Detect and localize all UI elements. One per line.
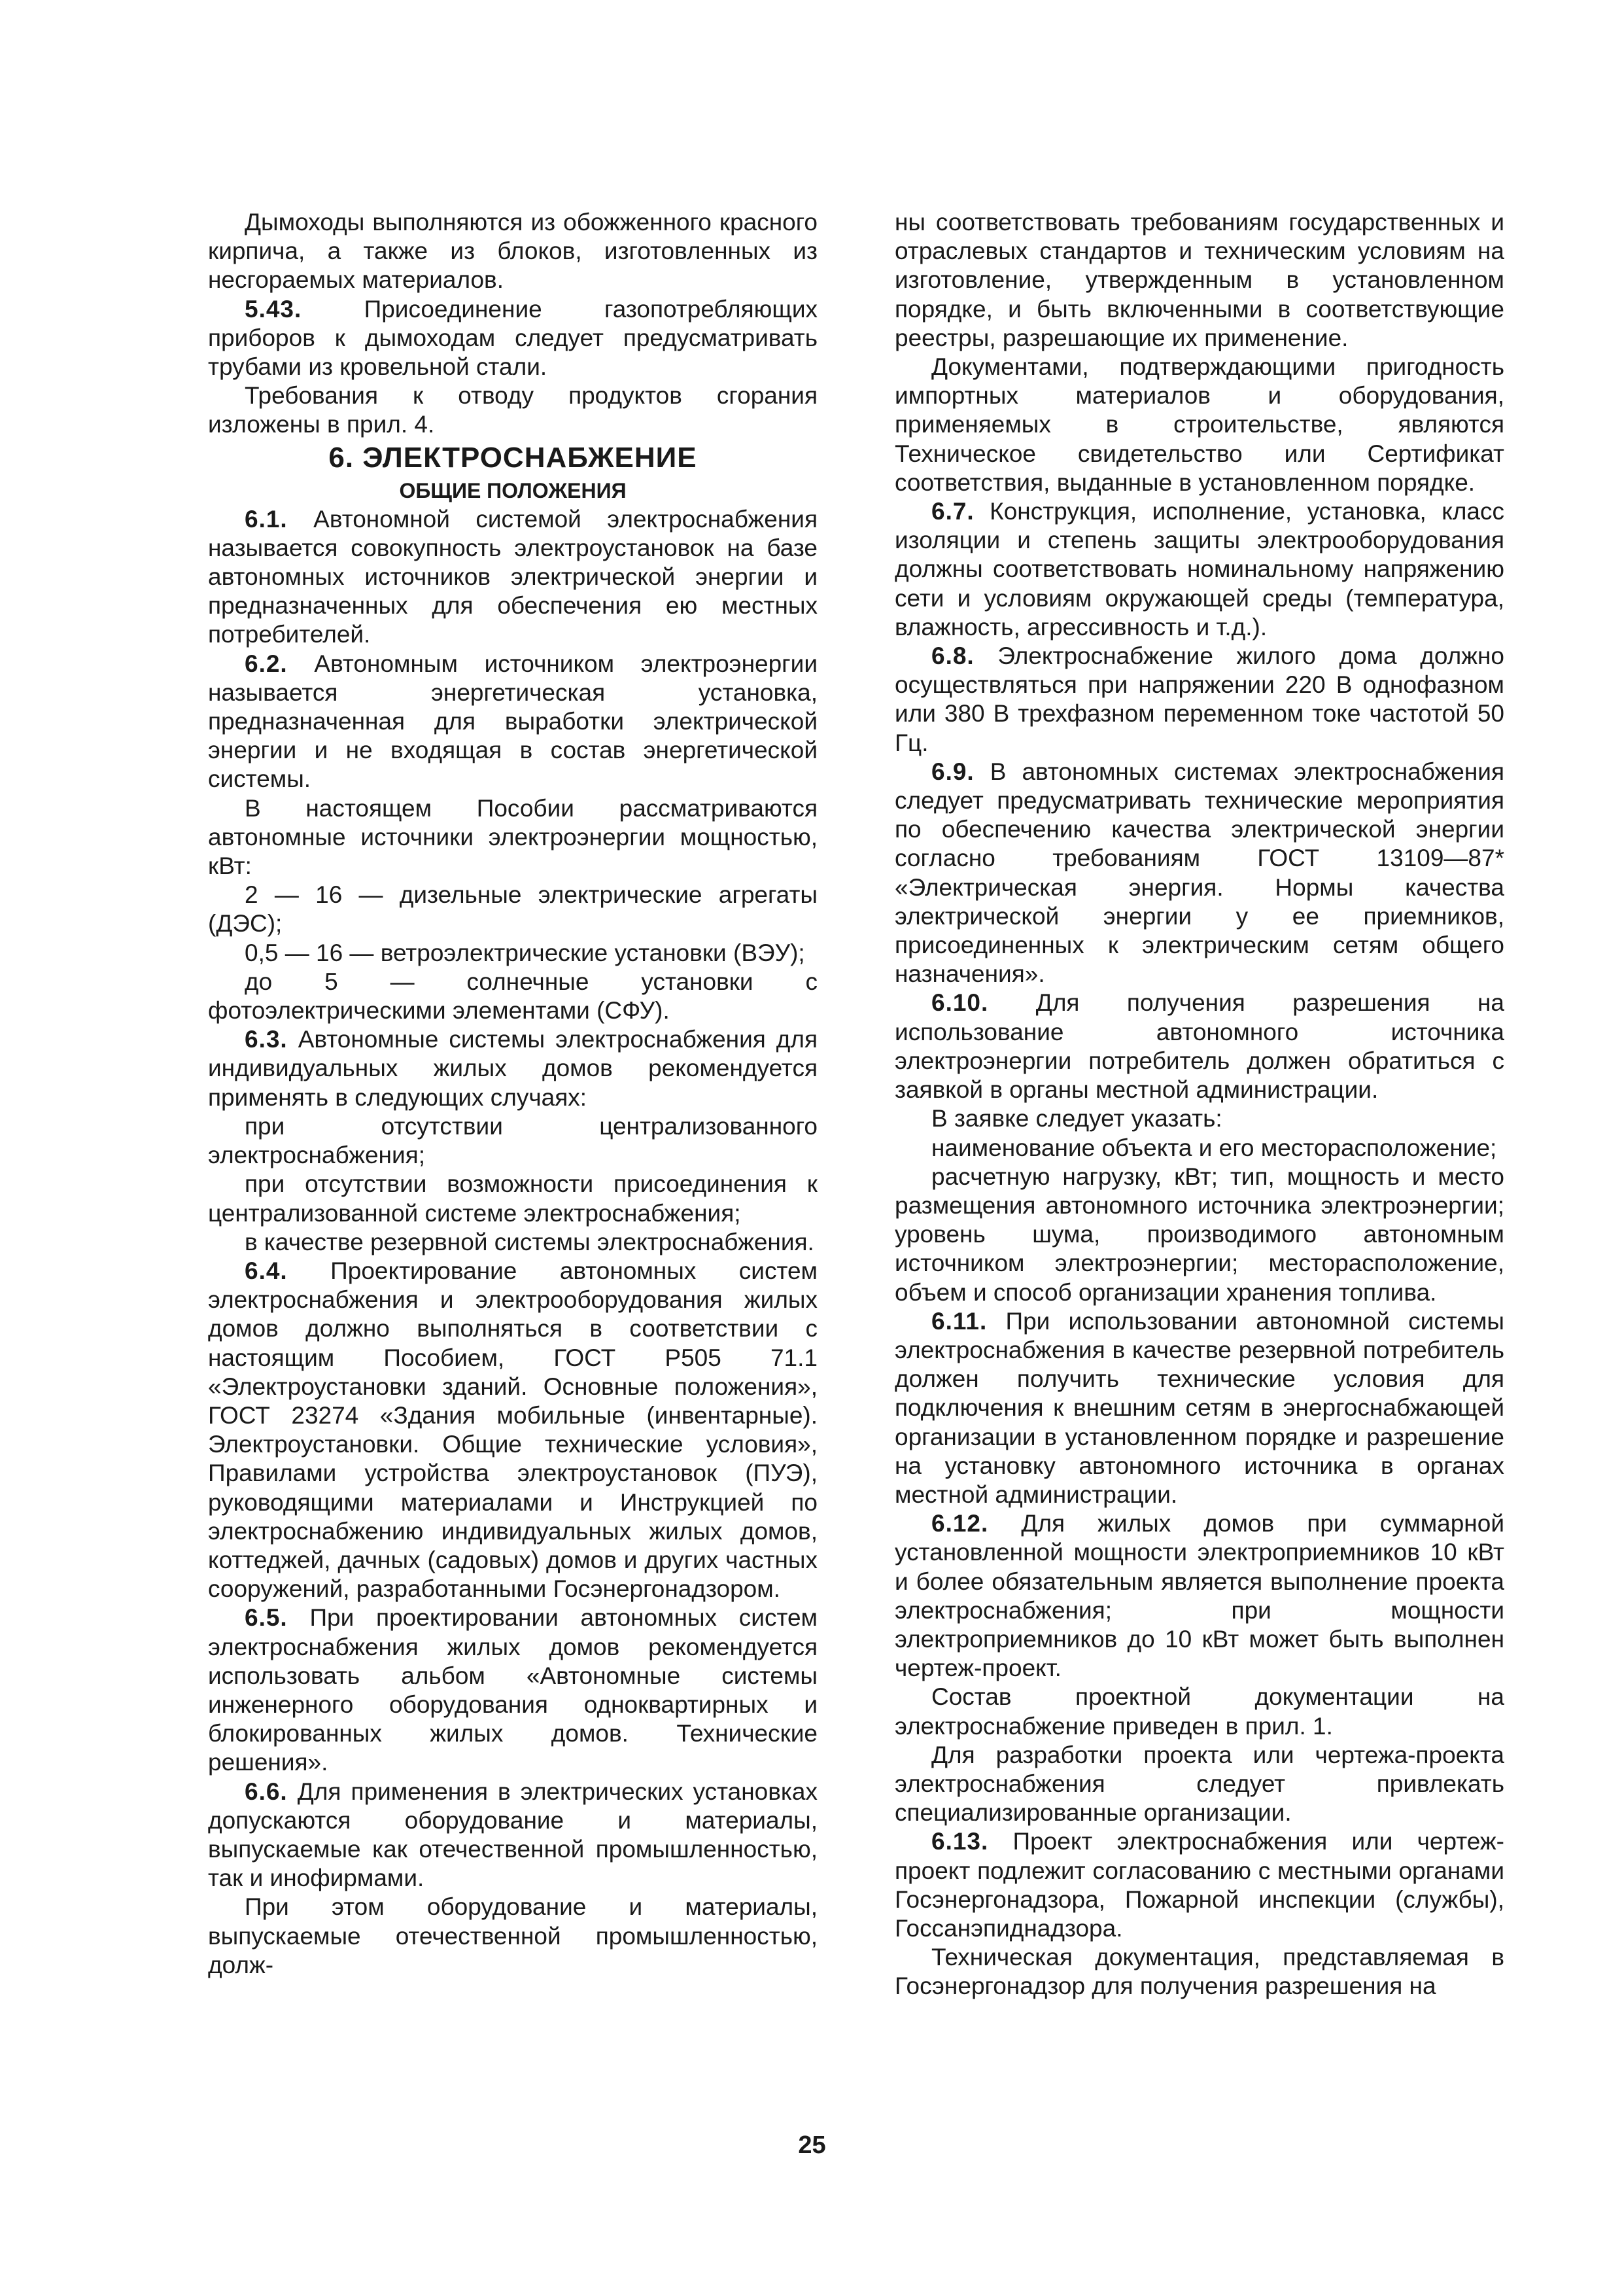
clause-text: Для получения разрешения на использование автономного источника электроэнергии потребитель должен обратиться с заявкой в органы местной администрации. — [895, 989, 1504, 1104]
clause-number: 6.6. — [245, 1778, 288, 1805]
clause-number: 6.10. — [931, 989, 989, 1017]
clause-text: Проектирование автономных систем электроснабжения и электрооборудования жилых домов должно выполняться в соответствии с настоящим Пособием, ГОСТ Р505 71.1 «Электроустановки зданий. Основные положения», ГОСТ 23274 «Здания мобильные (инвентарные). Электроустановки. Общие технические условия», Правилами устройства электроустановок (ПУЭ), руководящими материалами и Инструкцией по электроснабжению индивидуальных жилых домов, коттеджей, дачных (садовых) домов и других частных сооружений, разработанными Госэнергонадзором. — [208, 1257, 818, 1603]
clause-text: В автономных системах электроснабжения следует предусматривать технические мероприятия по обеспечению качества электрической энергии согласно требованиям ГОСТ 13109—87* «Электрическая энергия. Нормы качества электрической энергии у ее приемников, присоединенных к электрическим сетям общего назначения». — [895, 758, 1504, 988]
list-item: до 5 — солнечные установки с фотоэлектрическими элементами (СФУ). — [208, 968, 818, 1025]
list-item: 2 — 16 — дизельные электрические агрегаты (ДЭС); — [208, 881, 818, 937]
clause-number: 6.2. — [245, 650, 288, 677]
clause-text: Автономные системы электроснабжения для индивидуальных жилых домов рекомендуется применять в следующих случаях: — [208, 1026, 818, 1111]
paragraph-6-5 — [208, 1603, 818, 1777]
paragraph-6-4 — [208, 1257, 818, 1603]
paragraph: В заявке следует указать: — [931, 1105, 1222, 1132]
paragraph-6-12 — [895, 1509, 1504, 1683]
paragraph: Техническая документация, представляемая в Госэнергонадзор для получения разрешения на — [895, 1944, 1504, 2000]
paragraph: Документами, подтверждающими пригодность импортных материалов и оборудования, применяемых в строительстве, являются Техническое свидетельство или Сертификат соответствия, выданные в установленном порядке. — [895, 353, 1504, 496]
clause-text: При использовании автономной системы электроснабжения в качестве резервной потребитель должен получить технические условия для подключения к внешним сетям в энергоснабжающей организации в установленном порядке и разрешение на установку автономного источника в органах местной администрации. — [895, 1307, 1504, 1508]
clause-text: Электроснабжение жилого дома должно осуществляться при напряжении 220 В однофазном или 380 В трехфазном переменном токе частотой 50 Гц. — [895, 642, 1504, 756]
paragraph: Дымоходы выполняются из обожженного красного кирпича, а также из блоков, изготовленных из несгораемых материалов. — [208, 209, 818, 294]
right-column — [895, 208, 1504, 2001]
paragraph-6-8 — [895, 642, 1504, 758]
list-item: 0,5 — 16 — ветроэлектрические установки (ВЭУ); — [245, 939, 805, 966]
list-item: расчетную нагрузку, кВт; тип, мощность и место размещения автономного источника электроэнергии; уровень шума, производимого автономным источником электроэнергии; месторасположение, объем и способ организации хранения топлива. — [895, 1163, 1504, 1306]
paragraph-5-43 — [208, 295, 818, 382]
list-item: при отсутствии возможности присоединения к централизованной системе электроснабжения; — [208, 1170, 818, 1227]
clause-text: Конструкция, исполнение, установка, класс изоляции и степень защиты электрооборудования должны соответствовать номинальному напряжению сети и условиям окружающей среды (температура, влажность, агрессивность и т.д.). — [895, 498, 1504, 640]
clause-text: При проектировании автономных систем электроснабжения жилых домов рекомендуется использовать альбом «Автономные системы инженерного оборудования одноквартирных и блокированных жилых домов. Технические решения». — [208, 1604, 818, 1776]
list-item: в качестве резервной системы электроснабжения. — [245, 1228, 814, 1255]
paragraph-6-11 — [895, 1307, 1504, 1509]
clause-text: Для применения в электрических установках допускаются оборудование и материалы, выпускаемые как отечественной промышленностью, так и инофирмами. — [208, 1778, 818, 1892]
clause-number: 6.7. — [931, 498, 975, 525]
paragraph: Состав проектной документации на электроснабжение приведен в прил. 1. — [895, 1683, 1504, 1740]
list-item: наименование объекта и его месторасположение; — [931, 1134, 1497, 1161]
list-item: при отсутствии централизованного электроснабжения; — [208, 1112, 818, 1169]
clause-text: Автономной системой электроснабжения называется совокупность электроустановок на базе автономных источников электрической энергии и предназначенных для обеспечения ею местных потребителей. — [208, 505, 818, 648]
paragraph: ны соответствовать требованиям государственных и отраслевых стандартов и техническим условиям на изготовление, утвержденным в установленном порядке, и быть включенными в соответствующие реестры, разрешающие их применение. — [895, 209, 1504, 351]
paragraph: В настоящем Пособии рассматриваются автономные источники электроэнергии мощностью, кВт: — [208, 794, 818, 880]
paragraph-6-1 — [208, 505, 818, 650]
clause-text: Присоединение газопотребляющих приборов к дымоходам следует предусматривать трубами из кровельной стали. — [208, 295, 818, 381]
clause-number: 6.9. — [931, 758, 975, 785]
paragraph-6-3 — [208, 1025, 818, 1112]
clause-text: Автономным источником электроэнергии называется энергетическая установка, предназначенная для выработки электрической энергии и не входящая в состав энергетической системы. — [208, 650, 818, 793]
section-title: 6. ЭЛЕКТРОСНАБЖЕНИЕ — [328, 441, 697, 474]
paragraph: Для разработки проекта или чертежа-проекта электроснабжения следует привлекать специализированные организации. — [895, 1741, 1504, 1827]
paragraph-6-7 — [895, 497, 1504, 642]
paragraph-6-13 — [895, 1827, 1504, 1943]
clause-text: Для жилых домов при суммарной установленной мощности электроприемников 10 кВт и более обязательным является выполнение проекта электроснабжения; при мощности электроприемников до 10 кВт может быть выполнен чертеж-проект. — [895, 1510, 1504, 1682]
paragraph-6-6 — [208, 1778, 818, 1893]
page-number: 25 — [798, 2131, 826, 2159]
clause-number: 6.8. — [931, 642, 975, 670]
paragraph-6-10 — [895, 989, 1504, 1104]
clause-number: 6.4. — [245, 1257, 288, 1284]
paragraph: Требования к отводу продуктов сгорания изложены в прил. 4. — [208, 382, 818, 438]
clause-number: 6.11. — [931, 1307, 988, 1335]
clause-number: 6.1. — [245, 505, 288, 533]
paragraph-6-9 — [895, 758, 1504, 989]
paragraph: При этом оборудование и материалы, выпускаемые отечественной промышленностью, долж- — [208, 1893, 818, 1978]
clause-number: 5.43. — [245, 295, 302, 323]
clause-number: 6.5. — [245, 1604, 288, 1632]
subsection-title: ОБЩИЕ ПОЛОЖЕНИЯ — [399, 478, 627, 502]
clause-text: Проект электроснабжения или чертеж-проект подлежит согласованию с местными органами Госэнергонадзора, Пожарной инспекции (службы), Госсанэпиднадзора. — [895, 1828, 1504, 1942]
clause-number: 6.13. — [931, 1828, 989, 1855]
clause-number: 6.3. — [245, 1026, 288, 1053]
paragraph-6-2 — [208, 650, 818, 794]
clause-number: 6.12. — [931, 1510, 989, 1537]
left-column — [208, 208, 818, 1980]
